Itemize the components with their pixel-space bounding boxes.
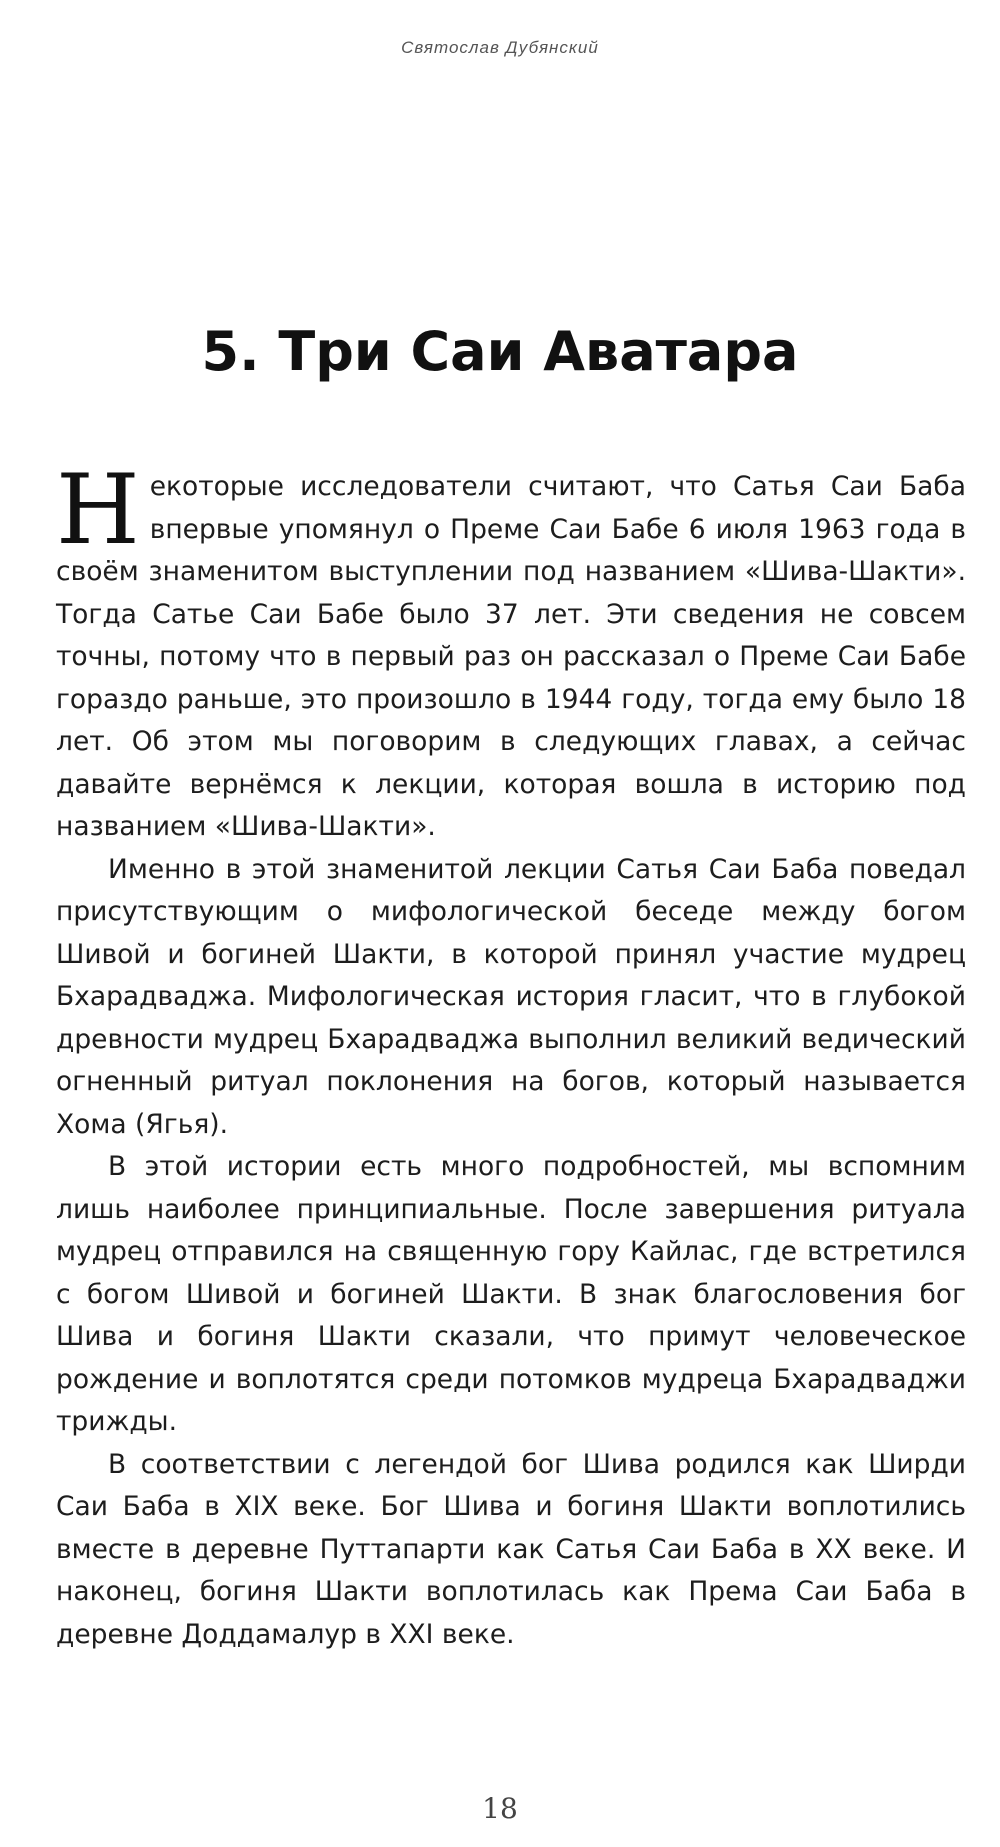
page-number: 18 (482, 1792, 518, 1825)
chapter-title: 5. Три Саи Аватара (201, 320, 799, 383)
paragraph-3: В этой истории есть много подробностей, мы вспомним лишь наиболее принципиальные. После завершения ритуала мудрец отправился на священную гору Кайлас, где встретился с богом Шивой и богиней Шакти. В знак благословения бог Шива и богиня Шакти сказали, что примут человеческое рождение и воплотятся среди потомков мудреца Бхарадваджи трижды. (56, 1151, 966, 1437)
paragraph-2: Именно в этой знаменитой лекции Сатья Саи Баба поведал присутствующим о мифологической беседе между богом Шивой и богиней Шакти, в которой принял участие мудрец Бхарадваджа. Мифологическая история гласит, что в глубокой древности мудрец Бхарадваджа выполнил великий ведический огненный ритуал поклонения на богов, который называется Хома (Ягья). (56, 853, 966, 1140)
running-head: Святослав Дубянский (401, 38, 599, 57)
paragraph-4: В соответствии с легендой бог Шива родился как Ширди Саи Баба в XIX веке. Бог Шива и богиня Шакти воплотились вместе в деревне Путтапарти как Сатья Саи Баба в XX веке. И наконец, богиня Шакти воплотилась как Према Саи Баба в деревне Доддамалур в XXI веке. (56, 1448, 966, 1650)
drop-cap: Н (56, 454, 140, 566)
chapter-body (56, 454, 966, 1656)
paragraph-1 (56, 454, 966, 849)
paragraph-1-text: екоторые исследователи считают, что Сатья Саи Баба впервые упомянул о Преме Саи Бабе 6 июля 1963 года в своём знаменитом выступлении под названием «Шива-Шакти». Тогда Сатье Саи Бабе было 37 лет. Эти сведения не совсем точны, потому что в первый раз он рассказал о Преме Саи Бабе гораздо раньше, это произошло в 1944 году, тогда ему было 18 лет. Об этом мы поговорим в следующих главах, а сейчас давайте вернёмся к лекции, которая вошла в историю под названием «Шива-Шакти». (56, 471, 966, 842)
